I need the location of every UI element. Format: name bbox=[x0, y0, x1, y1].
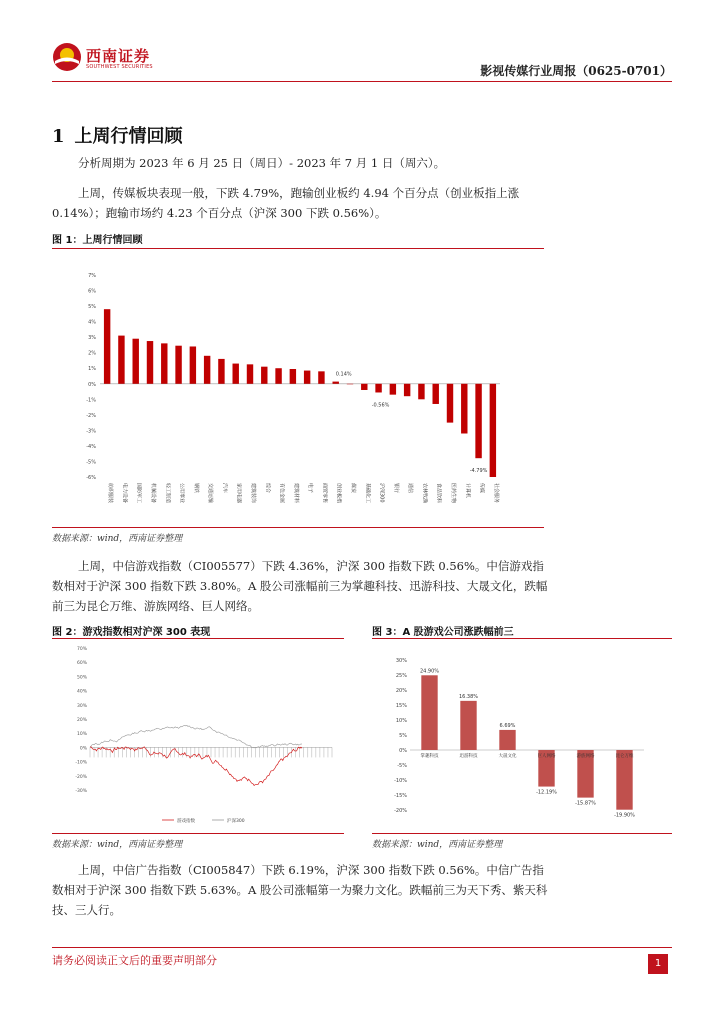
x-tick-label: 综合 bbox=[264, 483, 271, 494]
x-tick-label: 交通运输 bbox=[207, 483, 214, 504]
series-line-hs300 bbox=[90, 725, 302, 748]
bar-有色金属 bbox=[275, 368, 281, 384]
bar-机械设备 bbox=[147, 341, 153, 384]
data-label: -12.19% bbox=[536, 789, 557, 796]
y-tick-label: -2% bbox=[86, 412, 96, 419]
y-tick-label: -30% bbox=[75, 789, 87, 794]
bar-电力设备 bbox=[118, 336, 124, 384]
bar-建筑装饰 bbox=[247, 364, 253, 383]
y-tick-label: 0% bbox=[88, 381, 96, 388]
paragraph-game-index: 上周，中信游戏指数（CI005577）下跌 4.36%，沪深 300 指数下跌 0.56%。中信游戏指数相对于沪深 300 指数下跌 3.80%。A 股公司涨幅前三为掌趣科技、迅游科技、大晟文化，跌幅前三为昆仑万维、游族网络、巨人网络。 bbox=[52, 559, 548, 613]
y-tick-label: 70% bbox=[76, 647, 87, 652]
y-tick-label: 4% bbox=[88, 319, 96, 326]
x-tick-label: 计算机 bbox=[464, 483, 471, 499]
y-tick-label: 20% bbox=[76, 718, 87, 723]
data-label: 6.69% bbox=[499, 722, 516, 729]
x-tick-label: 钢铁 bbox=[192, 483, 199, 494]
x-tick-label: 掌趣科技 bbox=[420, 754, 439, 759]
x-tick-label: 银行 bbox=[392, 483, 399, 494]
bar-轻工制造 bbox=[161, 343, 167, 383]
x-tick-label: 通信 bbox=[407, 483, 414, 494]
y-tick-label: 10% bbox=[395, 718, 407, 724]
figure-3-top-rule bbox=[372, 638, 672, 639]
y-tick-label: 40% bbox=[76, 689, 87, 695]
y-tick-label: 30% bbox=[76, 703, 87, 709]
y-tick-label: 15% bbox=[395, 703, 407, 709]
x-tick-label: 沪深300 bbox=[378, 483, 385, 503]
bar-电子 bbox=[304, 371, 310, 384]
paragraph-ad-index: 上周，中信广告指数（CI005847）下跌 6.19%，沪深 300 指数下跌 0.56%。中信广告指数相对于沪深 300 指数下跌 5.63%。A 股公司涨幅第一为聚力文化。跌幅前三为天下秀、紫天科技、三人行。 bbox=[52, 863, 548, 917]
bar-煤炭 bbox=[347, 384, 353, 385]
x-tick-label: 国防军工 bbox=[135, 483, 142, 504]
bar-基础化工 bbox=[361, 384, 367, 390]
x-tick-label: 传媒 bbox=[478, 483, 485, 494]
section-number: 1 bbox=[52, 126, 65, 147]
logo-chinese-name: 西南证券 bbox=[86, 47, 151, 65]
paragraph-market-summary: 上周，传媒板块表现一般，下跌 4.79%，跑输创业板约 4.94 个百分点（创业板指上涨 0.14%）；跑输市场约 4.23 个百分点（沪深 300 下跌 0.56%）。 bbox=[52, 186, 520, 220]
x-tick-label: 农林牧渔 bbox=[421, 483, 428, 504]
y-tick-label: 60% bbox=[76, 661, 87, 667]
data-label: 16.38% bbox=[458, 693, 479, 700]
page-number: 1 bbox=[648, 954, 668, 974]
footer-divider bbox=[52, 947, 672, 948]
company-logo bbox=[52, 42, 172, 76]
game-companies-top3-bar-chart bbox=[372, 640, 672, 830]
y-tick-label: -10% bbox=[75, 760, 87, 766]
x-tick-label: 社会服务 bbox=[492, 483, 499, 504]
x-tick-label: 汽车 bbox=[221, 483, 228, 494]
x-tick-label: 昆仑万维 bbox=[615, 754, 634, 759]
x-tick-label: 纺织服装 bbox=[107, 483, 114, 504]
bar-国防军工 bbox=[133, 339, 139, 384]
y-tick-label: 20% bbox=[395, 688, 407, 694]
figure-3-bottom-rule bbox=[372, 833, 672, 834]
bar-创业板指 bbox=[333, 382, 339, 384]
bar-公用事业 bbox=[175, 346, 181, 384]
x-tick-label: 巨人网络 bbox=[537, 754, 556, 759]
y-tick-label: -1% bbox=[86, 397, 96, 404]
figure-3-source: 数据来源：wind，西南证券整理 bbox=[372, 840, 503, 850]
logo-emblem-icon bbox=[52, 42, 82, 72]
x-tick-label: 家用电器 bbox=[235, 483, 242, 504]
x-tick-label: 电子 bbox=[307, 483, 314, 494]
x-tick-label: 煤炭 bbox=[350, 483, 356, 494]
bar-大晟文化 bbox=[499, 730, 515, 750]
data-label: -0.56% bbox=[371, 402, 390, 409]
sector-performance-bar-chart bbox=[52, 255, 544, 523]
bar-汽车 bbox=[218, 359, 224, 384]
data-label: 24.90% bbox=[419, 668, 440, 675]
y-tick-label: -5% bbox=[86, 459, 96, 466]
legend-label-hs300: 沪深300 bbox=[227, 819, 245, 824]
y-tick-label: -15% bbox=[394, 793, 407, 799]
bar-掌趣科技 bbox=[421, 675, 437, 750]
bar-社会服务 bbox=[490, 384, 496, 477]
report-title: 影视传媒行业周报（0625-0701） bbox=[480, 64, 672, 78]
bar-银行 bbox=[390, 384, 396, 395]
game-index-vs-hs300-line-chart bbox=[52, 640, 344, 830]
figure-2-title: 图 2：游戏指数相对沪深 300 表现 bbox=[52, 627, 211, 638]
figure-1-bottom-rule bbox=[52, 527, 544, 528]
figure-2-bottom-rule bbox=[52, 833, 344, 834]
x-tick-label: 医药生物 bbox=[450, 483, 456, 504]
y-tick-label: 0% bbox=[399, 748, 407, 754]
figure-2-source: 数据来源：wind，西南证券整理 bbox=[52, 840, 183, 850]
y-tick-label: 25% bbox=[395, 673, 407, 679]
y-tick-label: -10% bbox=[394, 778, 407, 784]
y-tick-label: 3% bbox=[88, 335, 96, 342]
bar-交通运输 bbox=[204, 356, 210, 384]
bar-沪深300 bbox=[375, 384, 381, 393]
data-label: -19.90% bbox=[614, 812, 635, 819]
bar-纺织服装 bbox=[104, 309, 110, 384]
x-tick-label: 公用事业 bbox=[178, 483, 185, 504]
series-line-game-index bbox=[90, 747, 302, 786]
y-tick-label: 0% bbox=[79, 746, 87, 752]
x-tick-label: 大晟文化 bbox=[498, 754, 517, 759]
y-tick-label: -20% bbox=[75, 774, 87, 780]
y-tick-label: 7% bbox=[88, 273, 96, 279]
x-tick-label: 机械设备 bbox=[150, 483, 156, 504]
paragraph-analysis-period: 分析周期为 2023 年 6 月 25 日（周日）- 2023 年 7 月 1 日（周六）。 bbox=[78, 156, 446, 170]
bar-食品饮料 bbox=[433, 384, 439, 404]
y-tick-label: 1% bbox=[88, 366, 96, 373]
bar-钢铁 bbox=[190, 346, 196, 383]
x-tick-label: 轻工制造 bbox=[164, 483, 171, 504]
x-tick-label: 迅游科技 bbox=[459, 754, 478, 759]
bar-家用电器 bbox=[233, 364, 239, 384]
bar-农林牧渔 bbox=[418, 384, 424, 400]
bar-医药生物 bbox=[447, 384, 453, 423]
y-tick-label: -5% bbox=[397, 763, 407, 769]
legend-label-game-index: 游戏指数 bbox=[177, 819, 195, 824]
y-tick-label: -4% bbox=[86, 443, 96, 450]
y-tick-label: 30% bbox=[395, 658, 407, 664]
data-label: 0.14% bbox=[335, 371, 352, 378]
y-tick-label: 6% bbox=[88, 288, 96, 295]
bar-传媒 bbox=[475, 384, 481, 458]
page-header bbox=[0, 0, 724, 90]
y-tick-label: 5% bbox=[399, 733, 407, 739]
x-tick-marks bbox=[90, 747, 332, 757]
data-label: -15.87% bbox=[575, 800, 596, 807]
bar-建筑材料 bbox=[290, 369, 296, 384]
y-tick-label: 50% bbox=[76, 675, 87, 681]
x-tick-label: 有色金属 bbox=[278, 483, 285, 504]
figure-1-top-rule bbox=[52, 248, 544, 249]
x-tick-label: 电力设备 bbox=[121, 483, 128, 504]
x-tick-label: 建筑装饰 bbox=[250, 483, 256, 504]
figure-2-top-rule bbox=[52, 638, 344, 639]
bar-计算机 bbox=[461, 384, 467, 434]
y-tick-label: -20% bbox=[394, 808, 407, 814]
x-tick-label: 建筑材料 bbox=[292, 483, 299, 504]
header-divider bbox=[52, 81, 672, 82]
section-heading bbox=[52, 122, 183, 148]
figure-3-title: 图 3：A 股游戏公司涨跌幅前三 bbox=[372, 627, 514, 638]
x-tick-label: 创业板指 bbox=[335, 483, 342, 504]
bar-迅游科技 bbox=[460, 701, 476, 750]
bar-通信 bbox=[404, 384, 410, 396]
x-tick-label: 商贸零售 bbox=[321, 483, 328, 504]
x-tick-label: 游族网络 bbox=[576, 754, 595, 759]
bar-商贸零售 bbox=[318, 371, 324, 383]
logo-english-name: SOUTHWEST SECURITIES bbox=[86, 64, 153, 70]
y-tick-label: 5% bbox=[88, 304, 96, 311]
y-tick-label: -3% bbox=[86, 428, 96, 435]
bar-综合 bbox=[261, 367, 267, 384]
footer-disclaimer: 请务必阅读正文后的重要声明部分 bbox=[52, 954, 217, 967]
y-tick-label: 10% bbox=[76, 732, 87, 738]
y-tick-label: 2% bbox=[88, 350, 96, 357]
figure-1-source: 数据来源：wind，西南证券整理 bbox=[52, 534, 183, 544]
figure-1-title: 图 1：上周行情回顾 bbox=[52, 235, 143, 246]
data-label: -4.79% bbox=[469, 468, 488, 475]
x-tick-label: 基础化工 bbox=[364, 483, 371, 504]
y-tick-label: -6% bbox=[86, 475, 96, 481]
x-tick-label: 食品饮料 bbox=[435, 483, 442, 504]
section-title-text: 上周行情回顾 bbox=[74, 126, 183, 147]
